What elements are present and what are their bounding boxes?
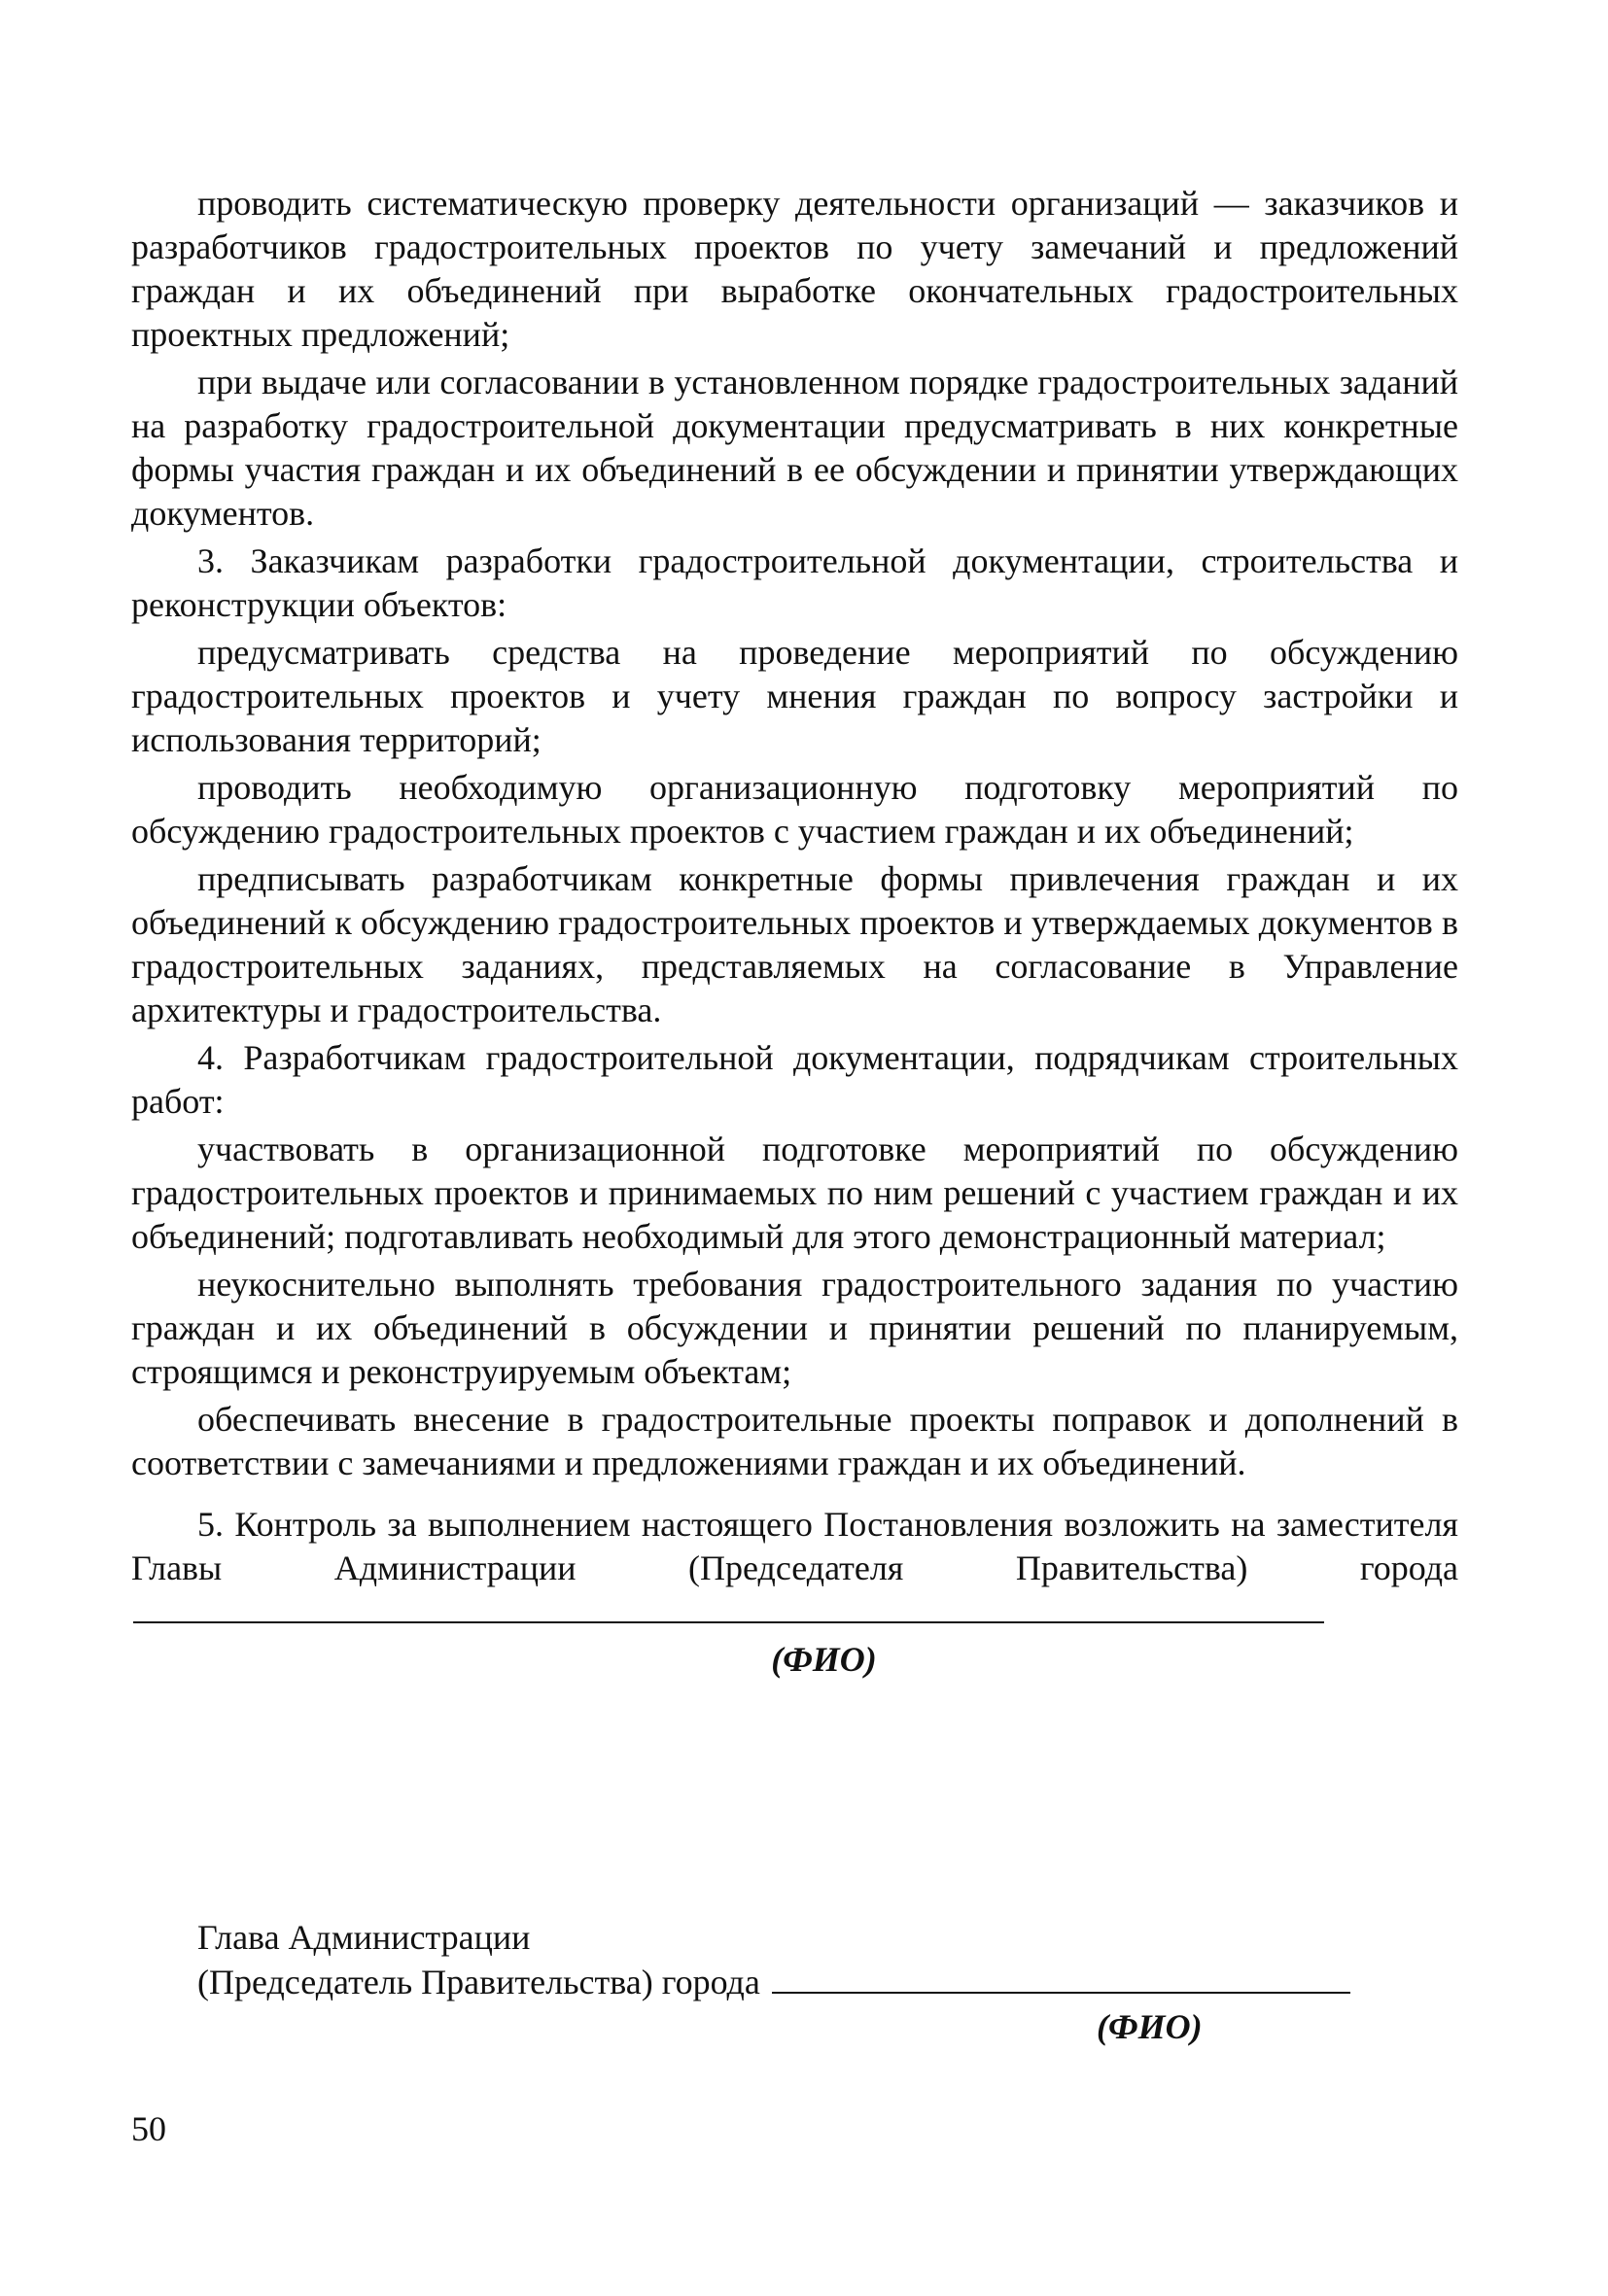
page-number: 50 <box>131 2109 166 2148</box>
paragraph-1: проводить систематическую проверку деятельности организаций — заказчиков и разработчиков градостроительных проектов по учету замечаний и предложений граждан и их объединений при выработке окончательных градостроительных проектных предложений; <box>131 184 1458 354</box>
signature-title: Глава Администрации <box>197 1918 531 1957</box>
signature-block <box>197 1915 1461 2046</box>
signature-subtitle: (Председатель Правительства) города <box>197 1963 760 2001</box>
control-text: 5. Контроль за выполнением настоящего Постановления возложить на заместителя Главы Администрации (Председателя Правительства) города <box>131 1505 1458 1587</box>
fio-caption: (ФИО) <box>771 1640 877 1679</box>
paragraph-6: предписывать разработчикам конкретные формы привлечения граждан и их объединений к обсуждению градостроительных проектов и утверждаемых документов в градостроительных заданиях, представляемых на согласование в Управление архитектуры и градостроительства. <box>131 859 1458 1029</box>
paragraph-8: участвовать в организационной подготовке мероприятий по обсуждению градостроительных проектов и принимаемых по ним решений с участием граждан и их объединений; подготавливать необходимый для этого демонстрационный материал; <box>131 1130 1458 1256</box>
paragraph-9: неукоснительно выполнять требования градостроительного задания по участию граждан и их объединений в обсуждении и принятии решений по планируемым, строящимся и реконструируемым объектам; <box>131 1265 1458 1391</box>
paragraph-4: предусматривать средства на проведение мероприятий по обсуждению градостроительных проектов и учету мнения граждан по вопросу застройки и использования территорий; <box>131 633 1458 759</box>
signature-line <box>772 1963 1350 1994</box>
signature-subtitle-row <box>197 1960 1461 2004</box>
body-text <box>131 182 1458 1682</box>
control-paragraph <box>131 1503 1458 1634</box>
paragraph-10: обеспечивать внесение в градостроительные проекты поправок и дополнений в соответствии с замечаниями и предложениями граждан и их объединений. <box>131 1400 1458 1482</box>
paragraph-7: 4. Разработчикам градостроительной документации, подрядчикам строительных работ: <box>131 1038 1458 1121</box>
signature-fio-caption: (ФИО) <box>1097 2007 1203 2046</box>
paragraph-5: проводить необходимую организационную подготовку мероприятий по обсуждению градостроительных проектов с участием граждан и их объединений; <box>131 768 1458 851</box>
paragraph-2: при выдаче или согласовании в установленном порядке градостроительных заданий на разработку градостроительной документации предусматривать в них конкретные формы участия граждан и их объединений в ее обсуждении и принятии утверждающих документов. <box>131 363 1458 533</box>
fill-in-line <box>133 1592 1324 1623</box>
paragraph-3: 3. Заказчикам разработки градостроительной документации, строительства и реконструкции объектов: <box>131 541 1458 624</box>
